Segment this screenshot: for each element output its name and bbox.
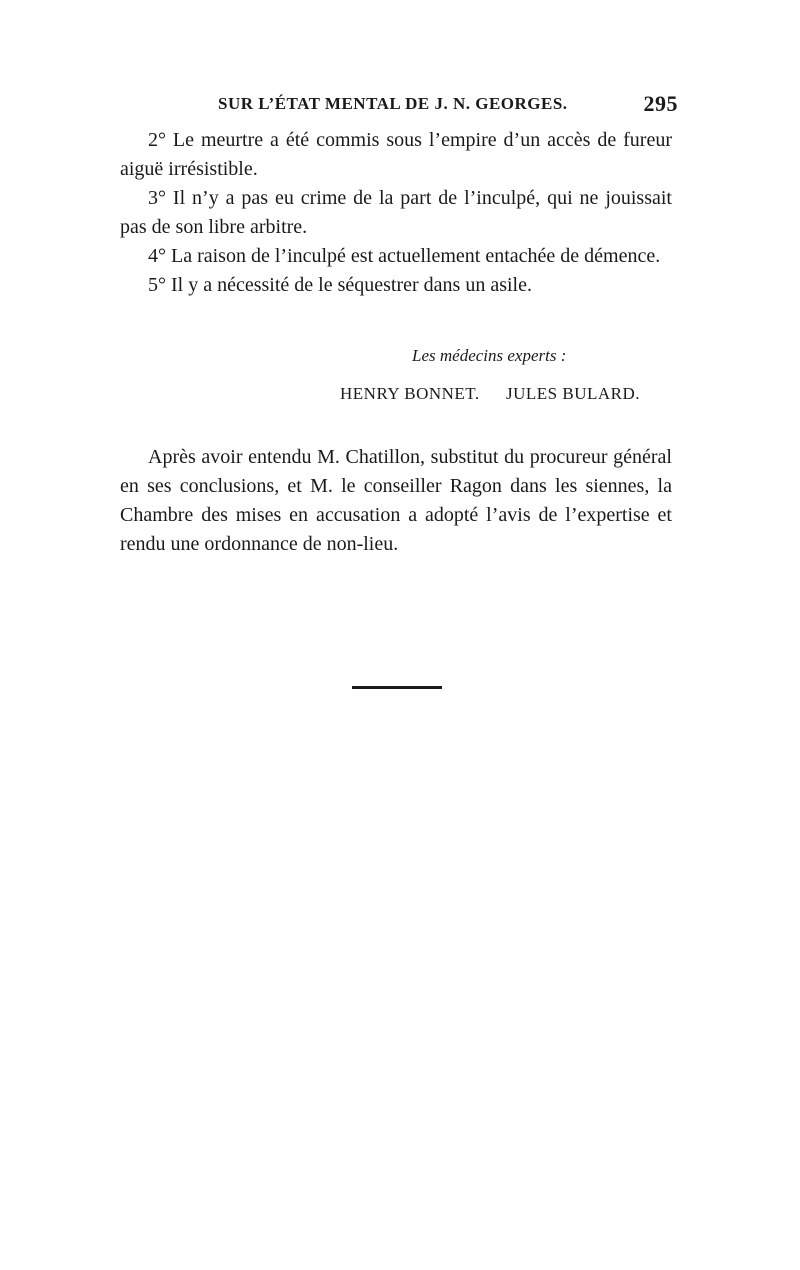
- conclusion-item: 2° Le meurtre a été commis sous l’empire d’un accès de fureur aiguë irrésistible.: [120, 129, 672, 180]
- conclusions-list: [120, 126, 672, 300]
- running-head: [218, 91, 678, 118]
- signature-names: [340, 384, 640, 404]
- signatory-name: JULES BULARD.: [505, 384, 640, 403]
- conclusion-item: 3° Il n’y a pas eu crime de la part de l’inculpé, qui ne jouissait pas de son libre arbitre.: [120, 187, 672, 238]
- signature-caption: Les médecins experts :: [412, 346, 567, 365]
- end-rule: [352, 686, 442, 689]
- page-number: 295: [643, 91, 678, 116]
- signatory-name: HENRY BONNET.: [340, 384, 480, 403]
- conclusion-item: 4° La raison de l’inculpé est actuellement entachée de démence.: [148, 245, 661, 267]
- conclusion-item: 5° Il y a nécessité de le séquestrer dans un asile.: [148, 274, 532, 296]
- running-title: SUR L’ÉTAT MENTAL DE J. N. GEORGES.: [218, 94, 568, 113]
- decision-paragraph-block: [120, 443, 672, 559]
- decision-paragraph: Après avoir entendu M. Chatillon, substitut du procureur général en ses conclusions, et M. le conseiller Ragon dans les siennes, la Chambre des mises en accusation a adopté l’avis de l’expertise et rendu une ordonnance de non-lieu.: [120, 446, 672, 555]
